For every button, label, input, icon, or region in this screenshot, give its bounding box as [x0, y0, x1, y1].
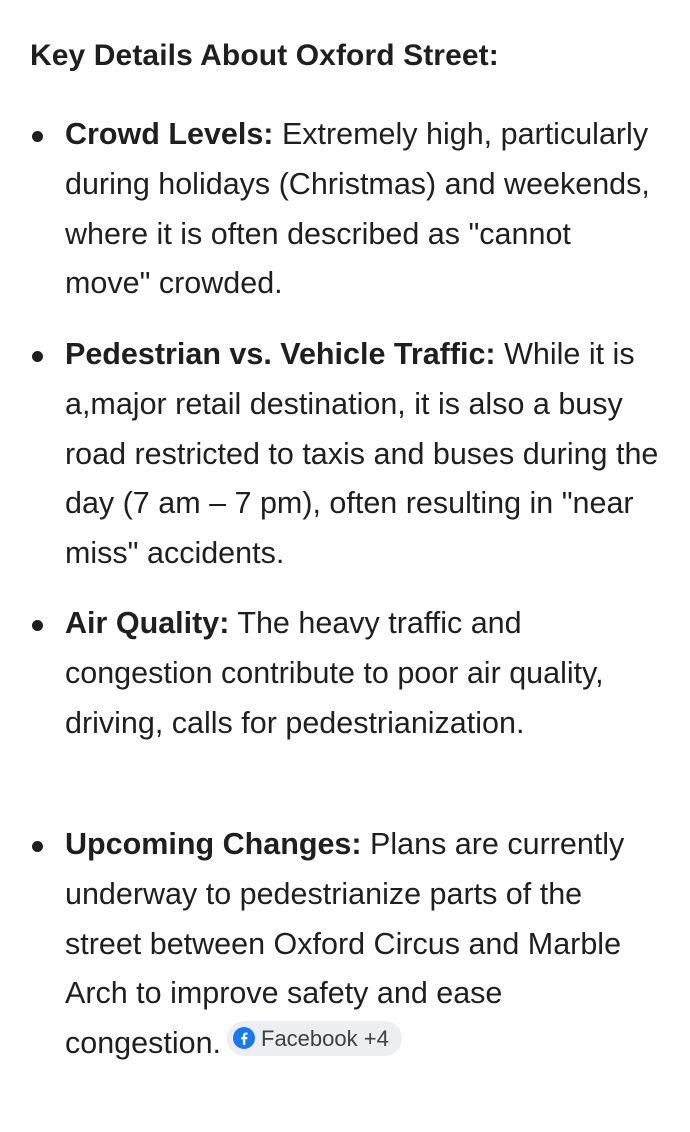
list-item-title: Crowd Levels: — [65, 117, 274, 151]
list-item-text — [65, 110, 659, 309]
bullet-dot — [32, 351, 43, 362]
bullet-dot — [32, 131, 43, 142]
list-item-body: While it is a,major retail destination, it is also a busy road restricted to taxis and buses during the day (7 am – 7 pm), often resulting in "near miss" accidents. — [65, 337, 659, 571]
list-item-text — [65, 599, 659, 748]
section-heading: Key Details About Oxford Street: — [30, 39, 499, 72]
list-item-title: Air Quality: — [65, 606, 230, 640]
bullet-dot — [32, 620, 43, 631]
list-item-body: The heavy traffic and congestion contribute to poor air quality, driving, calls for pedestrianization. — [65, 606, 604, 740]
bullet-dot — [32, 841, 43, 852]
list-item-body: Extremely high, particularly during holidays (Christmas) and weekends, where it is often described as "cannot move" crowded. — [65, 117, 650, 301]
list-item-body: Plans are currently underway to pedestrianize parts of the street between Oxford Circus and Marble Arch to improve safety and ease congestion. — [65, 827, 625, 1061]
list-item-text — [65, 330, 659, 579]
list-item-text — [65, 820, 659, 1069]
list-item-title: Pedestrian vs. Vehicle Traffic: — [65, 337, 496, 371]
facebook-icon — [233, 1027, 255, 1049]
source-chip-label: Facebook +4 — [261, 1025, 389, 1051]
source-chip[interactable] — [227, 1021, 402, 1056]
list-item-title: Upcoming Changes: — [65, 827, 362, 861]
